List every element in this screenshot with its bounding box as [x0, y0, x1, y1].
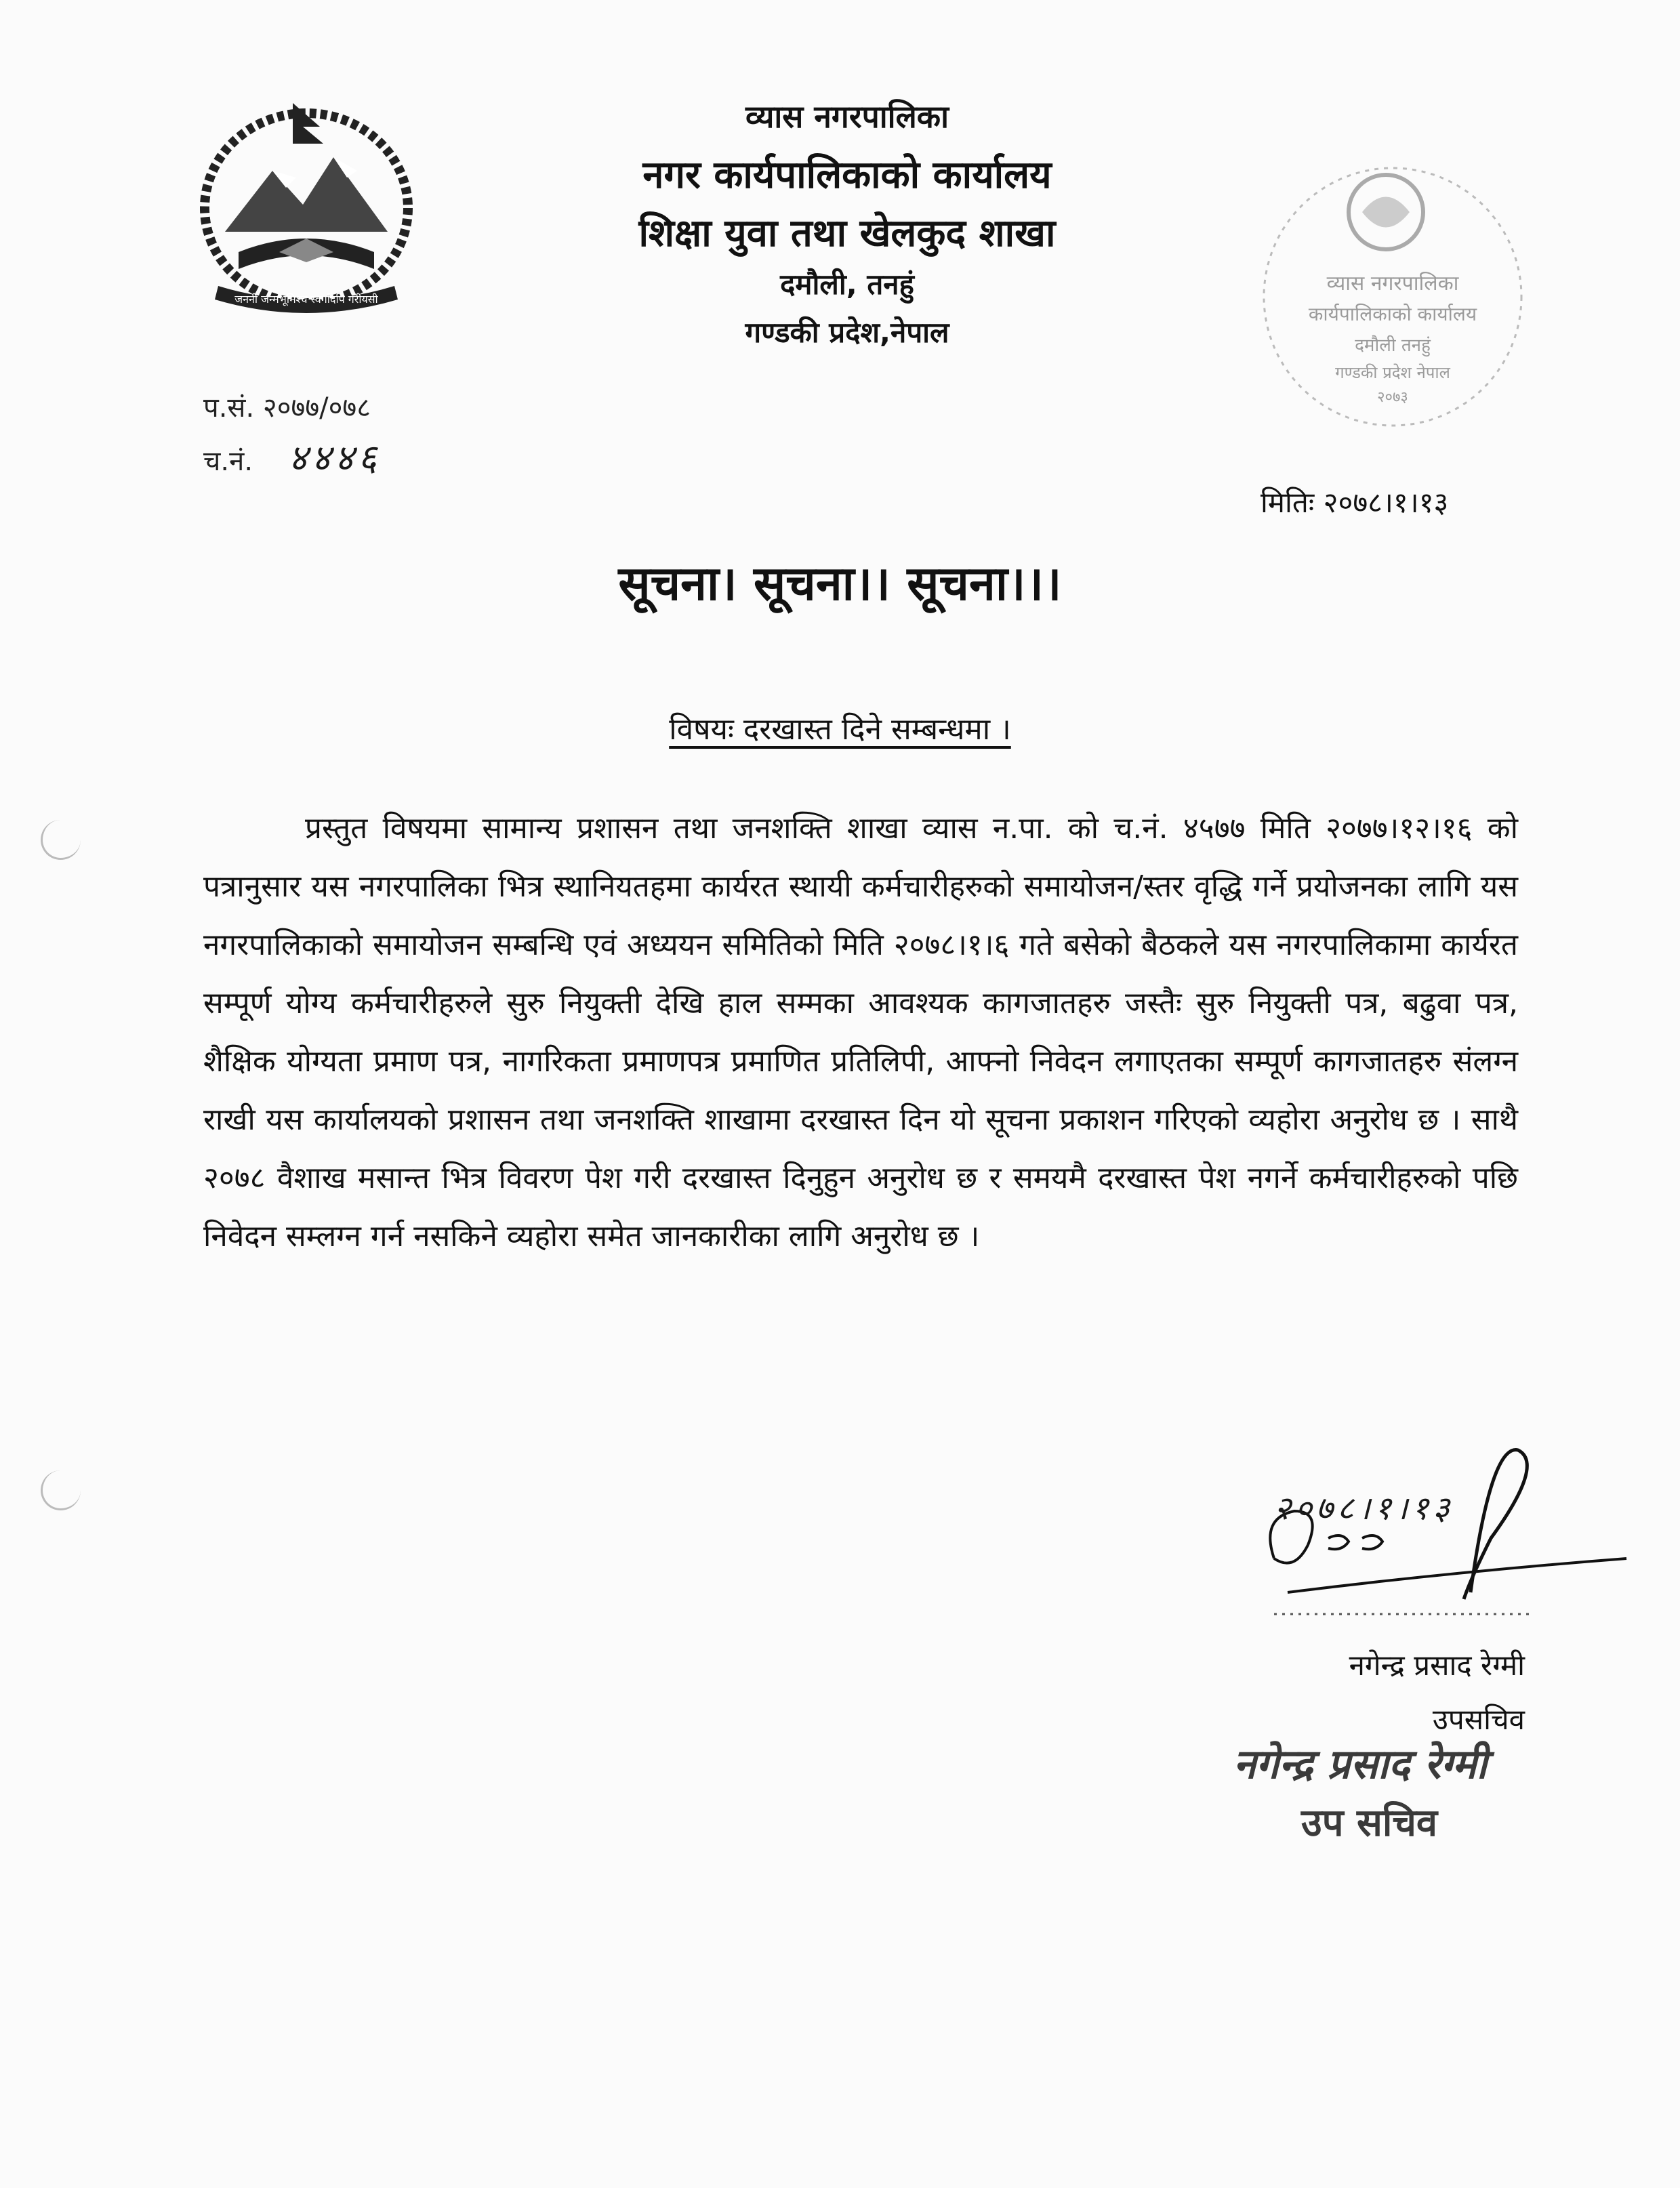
handwritten-signature-icon [1247, 1437, 1654, 1640]
fiscal-year-ref [203, 388, 371, 425]
emblem-motto: जननी जन्मभूमिश्च स्वर्गादपि गरीयसी [234, 293, 378, 306]
header-section: शिक्षा युवा तथा खेलकुद शाखा [638, 211, 1056, 255]
fiscal-year-value: २०७७/०७८ [262, 392, 371, 424]
stamp-name: नगेन्द्र प्रसाद रेग्मी [1233, 1741, 1488, 1788]
subject-line [0, 707, 1680, 748]
header-location: दमौली, तनहुं [780, 268, 914, 301]
signatory-title: उपसचिव [1432, 1703, 1525, 1736]
punch-hole [41, 820, 81, 860]
header-municipality: व्यास नगरपालिका [745, 98, 949, 135]
subject-text: विषयः दरखास्त दिने सम्बन्धमा । [669, 712, 1011, 747]
signature-date: २०७८।१।१३ [1274, 1489, 1454, 1527]
fiscal-year-label: प.सं. [203, 392, 255, 424]
date-label: मितिः [1261, 486, 1315, 519]
svg-text:कार्यपालिकाको कार्यालय: कार्यपालिकाको कार्यालय [1308, 303, 1477, 325]
letter-date [1261, 482, 1448, 521]
stamp-title: उप सचिव [1301, 1801, 1438, 1845]
office-seal-icon [1247, 154, 1538, 439]
dispatch-number-ref [203, 431, 381, 481]
punch-hole [41, 1470, 81, 1510]
svg-text:दमौली तनहुं: दमौली तनहुं [1355, 335, 1431, 356]
svg-text:गण्डकी प्रदेश नेपाल: गण्डकी प्रदेश नेपाल [1335, 363, 1450, 382]
office-header [474, 95, 1220, 351]
svg-text:२०७३: २०७३ [1377, 389, 1408, 406]
notice-title: सूचना। सूचना।। सूचना।।। [618, 556, 1062, 611]
notice-body: प्रस्तुत विषयमा सामान्य प्रशासन तथा जनशक्ति शाखा व्यास न.पा. को च.नं. ४५७७ मिति २०७७।१२।१६ को पत्रानुसार यस नगरपालिका भित्र स्थानियतहमा कार्यरत स्थायी कर्मचारीहरुको समायोजन/स्तर वृद्धि गर्ने प्रयोजनका लागि यस नगरपालिकाको समायोजन सम्बन्धि एवं अध्ययन समितिको मिति २०७८।१।६ गते बसेको बैठकले यस नगरपालिकामा कार्यरत सम्पूर्ण योग्य कर्मचारीहरुले सुरु नियुक्ती देखि हाल सम्मका आवश्यक कागजातहरु जस्तैः सुरु नियुक्ती पत्र, बढुवा पत्र, शैक्षिक योग्यता प्रमाण पत्र, नागरिकता प्रमाणपत्र प्रमाणित प्रतिलिपी, आफ्नो निवेदन लगाएतका सम्पूर्ण कागजातहरु संलग्न राखी यस कार्यालयको प्रशासन तथा जनशक्ति शाखामा दरखास्त दिन यो सूचना प्रकाशन गरिएको व्यहोरा अनुरोध छ । साथै २०७८ वैशाख मसान्त भित्र विवरण पेश गरी दरखास्त दिनुहुन अनुरोध छ र समयमै दरखास्त पेश नगर्ने कर्मचारीहरुको पछि निवेदन सम्लग्न गर्न नसकिने व्यहोरा समेत जानकारीका लागि अनुरोध छ । [203, 811, 1518, 1254]
svg-text:व्यास नगरपालिका: व्यास नगरपालिका [1326, 272, 1459, 295]
dispatch-value: ४४४६ [288, 436, 382, 479]
signatory-name: नगेन्द्र प्रसाद रेग्मी [1349, 1649, 1525, 1682]
header-province: गण्डकी प्रदेश,नेपाल [745, 316, 949, 349]
dispatch-label: च.नं. [203, 446, 253, 477]
header-office: नगर कार्यपालिकाको कार्यालय [642, 153, 1052, 197]
date-value: २०७८।१।१३ [1323, 486, 1449, 519]
nepal-coat-of-arms-icon [178, 89, 435, 327]
